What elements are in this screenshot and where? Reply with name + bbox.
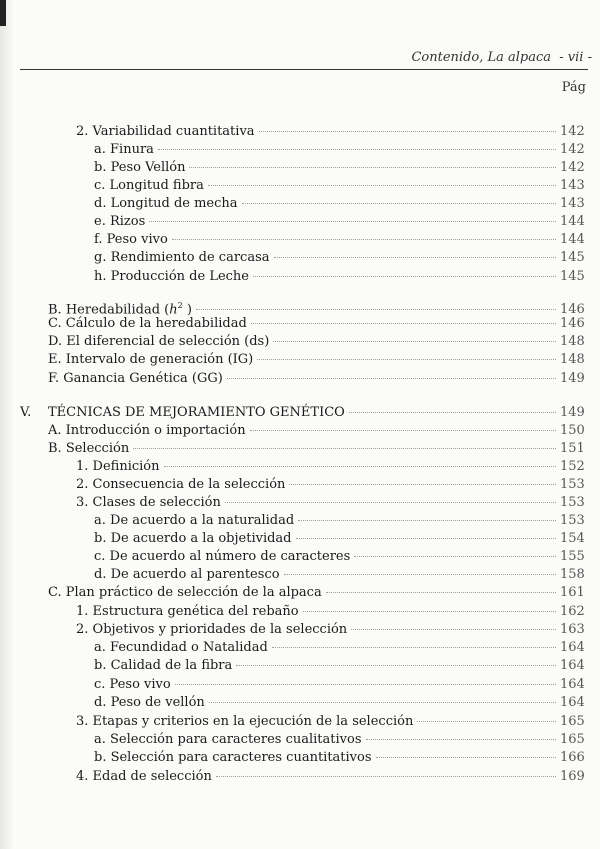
- toc-entry[interactable]: [94, 676, 584, 694]
- dot-leader: [216, 776, 556, 777]
- toc-entry-title: 2. Variabilidad cuantitativa: [76, 124, 255, 139]
- toc-entry-title: c. Peso vivo: [94, 677, 171, 692]
- toc-entry-title: c. De acuerdo al número de caracteres: [94, 549, 351, 564]
- toc-entry-title: F. Ganancia Genética (GG): [48, 371, 223, 386]
- toc-page-number: 158: [560, 567, 585, 582]
- toc-page-number: 165: [560, 714, 585, 729]
- dot-leader: [303, 611, 556, 612]
- toc-entry-title: B. Selección: [48, 441, 130, 456]
- toc-entry[interactable]: [94, 548, 584, 566]
- toc-page-number: 162: [560, 604, 585, 619]
- toc-page-number: 151: [560, 441, 585, 456]
- toc-entry[interactable]: [48, 584, 584, 602]
- dot-leader: [296, 538, 556, 539]
- toc-entry[interactable]: [48, 404, 584, 422]
- toc-page-number: 153: [560, 477, 585, 492]
- toc-entry[interactable]: [48, 440, 584, 458]
- toc-page-number: 143: [560, 178, 585, 193]
- dot-leader: [326, 592, 556, 593]
- dot-leader: [259, 131, 556, 132]
- toc-entry-title: b. Peso Vellón: [94, 160, 186, 175]
- dot-leader: [253, 276, 556, 277]
- toc-page-number: 149: [560, 405, 585, 420]
- toc-page-number: 142: [560, 124, 585, 139]
- header-page-number: - vii -: [559, 50, 592, 65]
- toc-entry-title: TÉCNICAS DE MEJORAMIENTO GENÉTICO: [48, 405, 345, 420]
- toc-entry-title: C. Plan práctico de selección de la alpaca: [48, 585, 322, 600]
- dot-leader: [274, 257, 557, 258]
- toc-entry[interactable]: [76, 123, 584, 141]
- toc-entry[interactable]: [76, 768, 584, 786]
- toc-entry[interactable]: [48, 297, 585, 318]
- toc-entry-title: a. De acuerdo a la naturalidad: [94, 513, 295, 528]
- toc-entry-title: b. Calidad de la fibra: [94, 658, 233, 673]
- toc-page-number: 144: [560, 232, 585, 247]
- toc-entry-title: 2. Objetivos y prioridades de la selección: [76, 622, 348, 637]
- toc-entry[interactable]: [94, 731, 584, 749]
- toc-entry-title: a. Selección para caracteres cualitativos: [94, 732, 362, 747]
- chapter-number: V.: [20, 405, 32, 420]
- toc-entry[interactable]: [94, 231, 584, 249]
- toc-page-number: 146: [560, 316, 585, 331]
- heritability-symbol: h: [169, 302, 178, 318]
- toc-entry[interactable]: [76, 713, 584, 731]
- dot-leader: [225, 502, 556, 503]
- toc-entry-title: b. De acuerdo a la objetividad: [94, 531, 292, 546]
- dot-leader: [175, 684, 556, 685]
- dot-leader: [272, 647, 556, 648]
- toc-page-number: 164: [560, 658, 585, 673]
- dot-leader: [242, 203, 556, 204]
- toc-page-number: 146: [560, 302, 585, 318]
- toc-entry[interactable]: [94, 141, 584, 159]
- toc-entry-title: h. Producción de Leche: [94, 269, 249, 284]
- toc-entry[interactable]: [94, 159, 584, 177]
- toc-page-number: 166: [560, 750, 585, 765]
- toc-page-number: 161: [560, 585, 585, 600]
- toc-entry-title-end: ): [182, 302, 192, 318]
- dot-leader: [164, 466, 557, 467]
- toc-entry[interactable]: [94, 195, 584, 213]
- toc-entry[interactable]: [94, 530, 584, 548]
- toc-page-number: 150: [560, 423, 585, 438]
- toc-page-number: 144: [560, 214, 585, 229]
- toc-entry[interactable]: [94, 657, 584, 675]
- toc-page-number: 148: [560, 334, 585, 349]
- toc-entry[interactable]: [48, 370, 584, 388]
- toc-entry[interactable]: [48, 422, 584, 440]
- page-shadow: [0, 0, 14, 849]
- dot-leader: [284, 574, 556, 575]
- toc-entry-title: e. Rizos: [94, 214, 146, 229]
- toc-entry-title: a. Fecundidad o Natalidad: [94, 640, 268, 655]
- toc-entry[interactable]: [94, 749, 584, 767]
- dot-leader: [236, 665, 556, 666]
- toc-page-number: 152: [560, 459, 585, 474]
- toc-entry-title: d. De acuerdo al parentesco: [94, 567, 280, 582]
- toc-entry-title: 1. Estructura genética del rebaño: [76, 604, 299, 619]
- toc-entry-title: E. Intervalo de generación (IG): [48, 352, 254, 367]
- superscript: 2: [177, 301, 183, 310]
- toc-entry-title: b. Selección para caracteres cuantitativos: [94, 750, 372, 765]
- toc-entry-title: C. Cálculo de la heredabilidad: [48, 316, 247, 331]
- dot-leader: [149, 221, 556, 222]
- toc-page-number: 165: [560, 732, 585, 747]
- toc-page-number: 145: [560, 269, 585, 284]
- toc-page-number: 155: [560, 549, 585, 564]
- toc-entry[interactable]: [94, 177, 584, 195]
- toc-entry[interactable]: [48, 351, 584, 369]
- toc-entry-title: d. Peso de vellón: [94, 695, 205, 710]
- dot-leader: [351, 629, 556, 630]
- toc-entry[interactable]: [94, 566, 584, 584]
- dot-leader: [133, 448, 556, 449]
- toc-entry-title: g. Rendimiento de carcasa: [94, 250, 270, 265]
- dot-leader: [273, 341, 556, 342]
- dot-leader: [298, 520, 556, 521]
- header-title: Contenido, La alpaca: [411, 50, 552, 65]
- toc-entry[interactable]: [94, 639, 584, 657]
- toc-entry[interactable]: [76, 603, 584, 621]
- toc-entry-title: c. Longitud fibra: [94, 178, 204, 193]
- scan-edge: [0, 0, 6, 26]
- toc-entry[interactable]: [76, 458, 584, 476]
- toc-page-number: 149: [560, 371, 585, 386]
- toc-entry[interactable]: [94, 694, 584, 712]
- toc-page-number: 164: [560, 640, 585, 655]
- toc-entry[interactable]: [76, 621, 584, 639]
- toc-entry-title: D. El diferencial de selección (ds): [48, 334, 270, 349]
- toc-page-number: 145: [560, 250, 585, 265]
- toc-entry-title: 3. Etapas y criterios en la ejecución de la selección: [76, 714, 414, 729]
- dot-leader: [208, 185, 556, 186]
- dot-leader: [257, 359, 556, 360]
- dot-leader: [366, 739, 556, 740]
- dot-leader: [189, 167, 556, 168]
- toc-page-number: 143: [560, 196, 585, 211]
- dot-leader: [227, 378, 556, 379]
- dot-leader: [172, 239, 556, 240]
- running-header: [380, 50, 592, 65]
- toc-entry[interactable]: [76, 494, 584, 512]
- toc-entry-title: 4. Edad de selección: [76, 769, 212, 784]
- toc-entry-title: a. Finura: [94, 142, 154, 157]
- dot-leader: [289, 484, 556, 485]
- dot-leader: [417, 721, 556, 722]
- dot-leader: [349, 412, 556, 413]
- toc-entry[interactable]: [48, 315, 584, 333]
- toc-entry[interactable]: [94, 249, 584, 267]
- toc-page-number: 154: [560, 531, 585, 546]
- dot-leader: [209, 702, 556, 703]
- toc-page-number: 142: [560, 142, 585, 157]
- toc-entry[interactable]: [76, 476, 584, 494]
- toc-page-number: 164: [560, 695, 585, 710]
- toc-entry-title: A. Introducción o importación: [48, 423, 246, 438]
- toc-page-number: 148: [560, 352, 585, 367]
- dot-leader: [376, 757, 556, 758]
- toc-page-number: 142: [560, 160, 585, 175]
- dot-leader: [250, 430, 556, 431]
- toc-page-number: 153: [560, 495, 585, 510]
- toc-entry-title-text: B. Heredabilidad (: [48, 302, 170, 318]
- toc-page-number: 169: [560, 769, 585, 784]
- toc-page-number: 153: [560, 513, 585, 528]
- toc-entry-title: f. Peso vivo: [94, 232, 168, 247]
- toc-entry[interactable]: [94, 268, 584, 286]
- header-rule: [20, 69, 588, 70]
- toc-entry-title: 2. Consecuencia de la selección: [76, 477, 286, 492]
- dot-leader: [196, 309, 556, 310]
- toc-entry[interactable]: [48, 333, 584, 351]
- dot-leader: [354, 556, 556, 557]
- toc-page-number: 164: [560, 677, 585, 692]
- page-column-label: Pág: [561, 80, 586, 95]
- toc-entry-title: 1. Definición: [76, 459, 160, 474]
- toc-entry-title: 3. Clases de selección: [76, 495, 221, 510]
- dot-leader: [251, 323, 556, 324]
- toc-entry[interactable]: [94, 512, 584, 530]
- toc-entry[interactable]: [94, 213, 584, 231]
- toc-entry-title: d. Longitud de mecha: [94, 196, 238, 211]
- toc-page-number: 163: [560, 622, 585, 637]
- dot-leader: [158, 149, 556, 150]
